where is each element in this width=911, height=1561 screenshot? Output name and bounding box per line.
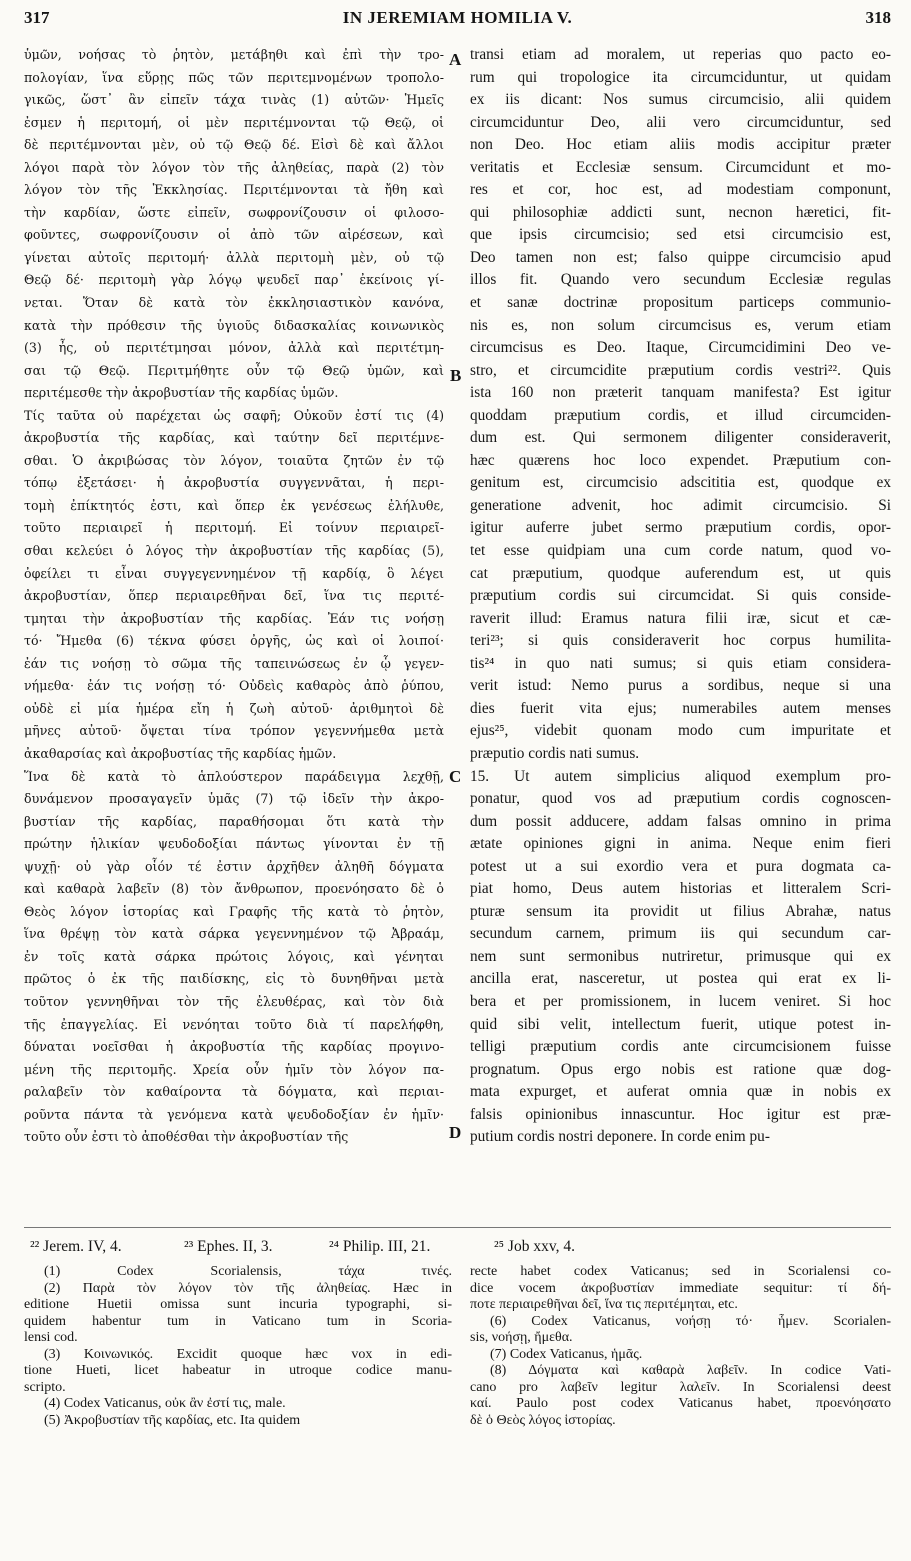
- footnotes-right: [470, 1264, 891, 1429]
- latin-text-line: que ipsis circumcisio; sed etsi circumcisio est,: [470, 226, 891, 244]
- latin-text-line: ejus²⁵, videbit quonam modo cum impuritate et: [470, 722, 891, 740]
- footnote-line: cano pro λαβεῖν legitur λαλεῖν. In Scorialensi deest: [470, 1379, 891, 1395]
- latin-text-line: nem sunt sermonibus nutriretur, primusque qui ex: [470, 947, 891, 965]
- margin-letter-c: C: [449, 767, 462, 786]
- latin-text-line: transi etiam ad moralem, ut reperias quo pacto eo-: [470, 46, 891, 63]
- footnote-line: editione Huetii omissa sunt incuria typographi, si-: [24, 1297, 452, 1312]
- latin-text-line: ætate opiniones gigni in anima. Neque enim fieri: [470, 835, 891, 853]
- footnote-line: dice vocem ἀκροβυστίαν immediate sequitur: τί δή-: [470, 1280, 891, 1296]
- footnote-line: recte habet codex Vaticanus; sed in Scorialensi co-: [470, 1264, 891, 1279]
- latin-text-line: dies fuerit vita ejus; numerabiles autem menses: [470, 699, 891, 717]
- latin-text-line: illos fit. Quando vero secundum Ecclesiæ regulas: [470, 271, 891, 289]
- latin-text-line: præputium cordis sui circumcidat. Si quis conside-: [470, 587, 891, 605]
- footnotes-left: [24, 1264, 452, 1429]
- latin-text-line: circumcisus es Deo. Itaque, Circumcidimini Deo ve-: [470, 339, 891, 357]
- latin-text-line: ex iis dicant: Nos sumus circumcisio, alii quidem: [470, 91, 891, 109]
- latin-text-line: Deo tamen non est; falso quippe circumcisio apud: [470, 248, 891, 266]
- footnote-line: tione Hueti, licet habeatur in utroque codice manu-: [24, 1363, 452, 1378]
- latin-text-line: hæc quærens hoc loco expendet. Præputium con-: [470, 451, 891, 469]
- latin-text-line: res et cor, hoc est, ad modestiam componunt,: [470, 181, 891, 199]
- footnote-line: (7) Codex Vaticanus, ἡμᾶς.: [490, 1346, 643, 1362]
- latin-text-line: piat homo, Deus autem historias et litteralem Scri-: [470, 880, 891, 898]
- greek-text-line: φοῦντες, σωφρονίζουσιν οἱ ἀπὸ τῶν αἱρέσεων, καὶ: [24, 227, 444, 243]
- greek-text-line: σθαι κελεύει ὁ λόγος τὴν ἀκροβυστίαν τῆς καρδίας (5),: [24, 543, 444, 559]
- latin-text-line: falsis opinionibus innascuntur. Hoc igitur est præ-: [470, 1105, 891, 1123]
- latin-text-line: non Deo. Hoc etiam aliis modis accipitur præter: [470, 136, 891, 154]
- latin-text-line: 15. Ut autem simplicius aliquod exemplum pro-: [470, 767, 891, 785]
- greek-text-line: ὀφείλει τι εἶναι συγγεγεννημένον τῇ καρδίᾳ, ὃ λέγει: [24, 565, 444, 581]
- footnote-rule: [24, 1227, 891, 1228]
- greek-text-line: πρῶτος ὁ ἐκ τῆς παιδίσκης, εἰς τὸ δυνηθῆναι μετὰ: [24, 971, 444, 987]
- latin-text-line: raverit illud: Eramus natura filii iræ, sicut et cæ-: [470, 609, 891, 627]
- greek-text-line: (3) ἦς, οὐ περιτέτμησαι μόνον, ἀλλὰ καὶ περιτέτμη-: [24, 340, 444, 356]
- latin-text-line: secundum carnem, primum iis qui secundum car-: [470, 925, 891, 943]
- latin-text-line: prognatum. Opus ergo nobis est ratione quæ dog-: [470, 1060, 891, 1078]
- greek-text-line: τοῦτο οὖν ἐστι τὸ ἀποθέσθαι τὴν ἀκροβυστίαν τῆς: [24, 1129, 349, 1145]
- greek-text-line: ροῦντα πάντα τὰ γενόμενα κατὰ ψευδοδοξίαν ἐν ἡμῖν·: [24, 1106, 444, 1122]
- footnote-line: δὲ ὁ Θεὸς λόγος ἱστορίας.: [470, 1412, 616, 1428]
- running-header: [24, 8, 891, 34]
- greek-text-line: οὐδὲ εἰ μία ἡμέρα εἴη ἡ ζωὴ αὐτοῦ· ἀριθμητοὶ δὲ: [24, 700, 444, 716]
- latin-text-line: circumciduntur Deo, alii vero circumciduntur, sed: [470, 113, 891, 131]
- footnote-line: (5) Ἀκροβυστίαν τῆς καρδίας, etc. Ita quidem: [44, 1412, 301, 1428]
- scripture-ref: ²⁵ Job xxv, 4.: [494, 1238, 575, 1255]
- latin-text-line: nis es, non solum circumcisus es, verum etiam: [470, 316, 891, 334]
- greek-text-line: γικῶς, ὥστ᾽ ἂν εἰπεῖν τάχα τινὰς (1) αὐτῶν· Ἡμεῖς: [24, 92, 444, 108]
- latin-text-line: quoddam præputium cordis, et illud circumciden-: [470, 406, 891, 424]
- latin-text-line: quid sibi velit, intellectum fuerit, utique potest in-: [470, 1015, 891, 1033]
- latin-text-line: mata expurget, et auferat omnia quæ in nobis ex: [470, 1083, 891, 1101]
- greek-text-line: περιτέμεσθε τὴν ἀκροβυστίαν τῆς καρδίας ὑμῶν.: [24, 385, 339, 401]
- latin-text-line: tet esse quidpiam una cum corde natum, quod vo-: [470, 542, 891, 560]
- latin-text-line: qui philosophiæ addicti sunt, necnon hæretici, fit-: [470, 203, 891, 221]
- footnote-line: sis, νοήσῃ, ἤμεθα.: [470, 1330, 573, 1345]
- greek-text-line: δὲ περιτέμνονται μὲν, οὐ τῷ Θεῷ δέ. Εἰσὶ δὲ καὶ ἄλλοι: [24, 137, 444, 153]
- greek-text-line: Θεὸς λόγον ἱστορίας καὶ Γραφῆς τῆς κατὰ τὸ ῥητὸν,: [24, 903, 444, 919]
- latin-text-line: stro, et circumcidite præputium cordis vestri²². Quis: [470, 361, 891, 379]
- footnote-line: (3) Κοινωνικός. Excidit quoque hæc vox in edi-: [44, 1346, 452, 1362]
- latin-text-line: genitum est, circumcisio adscititia est, quodque ex: [470, 474, 891, 492]
- latin-text-line: ista 160 non præterit tanquam manifesta? Est igitur: [470, 384, 891, 402]
- greek-text-line: τῆς ἐπαγγελίας. Εἰ νενόηται τοῦτο διὰ τί παρελήφθη,: [24, 1016, 444, 1032]
- latin-text-line: præputio cordis nati sumus.: [470, 744, 640, 762]
- greek-text-line: γίνεται αὐτοῖς περιτομή· ἀλλὰ περιτομὴ μὲν, οὐ τῷ: [24, 249, 444, 265]
- latin-text-line: bera et per promissionem, in lucem veniret. Si hoc: [470, 992, 891, 1010]
- footnote-line: (6) Codex Vaticanus, νοήσῃ τό· ἦμεν. Scorialen-: [490, 1313, 891, 1329]
- latin-text-line: putium cordis nostri deponere. In corde enim pu-: [470, 1128, 770, 1146]
- latin-text-line: potest ut a sui exordio vera et pura dogmata ca-: [470, 857, 891, 875]
- greek-text-line: πρώτην ἡλικίαν ψευδοδοξίαι πάντως γίνονται ἐν τῇ: [24, 836, 444, 852]
- latin-text-column: [470, 44, 891, 1149]
- greek-text-line: μένη τῆς περιτομῆς. Χρεία οὖν ἡμῖν τὸν λόγον πα-: [24, 1061, 444, 1077]
- latin-text-line: cat præputium, quodque auferendum est, ut quis: [470, 564, 891, 582]
- latin-text-line: dum possit adducere, addam falsas omnino in prima: [470, 812, 891, 830]
- greek-text-line: τὴν καρδίαν, ὥστε εἰπεῖν, σωφρονίζουσιν οἱ φιλοσο-: [24, 204, 444, 220]
- latin-text-line: tis²⁴ in quo nati sumus; si quis etiam considera-: [470, 654, 891, 672]
- footnote-line: quidem habentur tum in Vaticano tum in Scoria-: [24, 1313, 452, 1329]
- greek-text-line: βυστίαν τῆς καρδίας, παραθήσομαι ὅτι κατὰ τὴν: [24, 813, 444, 829]
- latin-text-line: igitur auferre jubet sermo præputium cordis, opor-: [470, 519, 891, 537]
- greek-text-line: τμηται τὴν ἀκροβυστίαν τῆς καρδίας. Ἐάν τις νοήσῃ: [24, 610, 444, 626]
- latin-text-line: verit istud: Nemo purus a sordibus, neque si una: [470, 677, 891, 695]
- greek-text-line: Τίς ταῦτα οὐ παρέχεται ὡς σαφῆ; Οὐκοῦν ἐστί τις (4): [24, 407, 444, 423]
- latin-text-line: dum est. Qui sermonem diligenter consideraverit,: [470, 429, 891, 447]
- footnote-line: (1) Codex Scorialensis, τάχα τινές.: [44, 1264, 452, 1279]
- greek-text-line: σθαι. Ὁ ἀκριβώσας τὸν λόγον, τοιαῦτα ζητῶν ἐν τῷ: [24, 452, 444, 468]
- footnote-line: scripto.: [24, 1379, 66, 1395]
- scripture-ref: ²³ Ephes. II, 3.: [184, 1238, 273, 1255]
- latin-text-line: et sanæ doctrinæ propositum particeps communio-: [470, 294, 891, 312]
- latin-text-line: ponatur, quod vos ad præputium cordis cognoscen-: [470, 790, 891, 808]
- greek-text-line: τόπῳ ἐξετάσει· ἡ ἀκροβυστία συγγεννᾶται, ἡ περι-: [24, 475, 444, 491]
- greek-text-line: σαι τῷ Θεῷ. Περιτμήθητε οὖν τῷ Θεῷ ὑμῶν, καὶ: [24, 362, 444, 378]
- footnote-line: (2) Παρὰ τὸν λόγον τὸν τῆς ἀληθείας. Hæc in: [44, 1280, 452, 1296]
- greek-text-line: ραλαβεῖν τὸν καθαίροντα τὰ δόγματα, καὶ περιαι-: [24, 1084, 444, 1100]
- greek-text-line: ἵνα θρέψῃ τὸν κατὰ σάρκα γεγεννημένον τῷ Ἀβραάμ,: [24, 926, 444, 942]
- greek-text-line: τό· Ἤμεθα (6) τέκνα φύσει ὀργῆς, ὡς καὶ οἱ λοιποί·: [24, 633, 444, 649]
- margin-letter-a: A: [449, 50, 462, 69]
- running-title: IN JEREMIAM HOMILIA V.: [342, 8, 573, 27]
- footnote-line: (8) Δόγματα καὶ καθαρὰ λαβεῖν. In codice Vati-: [490, 1363, 891, 1378]
- greek-text-line: ὑμῶν, νοήσας τὸ ῥητὸν, μετάβηθι καὶ ἐπὶ τὴν τρο-: [24, 47, 444, 62]
- scripture-ref: ²² Jerem. IV, 4.: [30, 1238, 122, 1255]
- greek-text-line: καὶ καθαρὰ λαβεῖν (8) τὸν ἄνθρωπον, προενόησατο δὲ ὁ: [24, 881, 444, 897]
- greek-text-line: λόγον τὸν τῆς Ἐκκλησίας. Περιτέμνονται τὰ ἤθη καὶ: [24, 182, 444, 198]
- greek-text-line: λόγοι παρὰ τὸν λόγον τὸν τῆς ἀληθείας, παρὰ (2) τὸν: [24, 159, 444, 175]
- greek-text-line: δύναται νοεῖσθαι ἡ ἀκροβυστία τῆς καρδίας προγινο-: [24, 1039, 444, 1055]
- footnote-line: ποτε περιαιρεθῆναι δεῖ, ἵνα τις περιτέμηται, etc.: [470, 1297, 738, 1312]
- latin-text-line: rum qui tropologice ita circumciduntur, ut quidam: [470, 68, 891, 86]
- greek-text-line: ψυχῇ· οὐ γὰρ οἷόν τέ ἐστιν ἀρχῆθεν ἀληθῆ δόγματα: [24, 858, 444, 874]
- greek-text-line: τοῦτο περιαιρεῖ ἡ περιτομή. Εἰ τοίνυν περιαιρεῖ-: [24, 520, 444, 536]
- greek-text-line: τομὴ ἐπίκτητός ἐστι, καὶ ὅπερ ἐκ γενέσεως ἐλήλυθε,: [24, 497, 444, 513]
- greek-text-line: ἐν τοῖς κατὰ σάρκα πρώτοις λόγοις, καὶ γένηται: [24, 948, 444, 964]
- greek-text-line: ἀκαθαρσίας καὶ ἀκροβυστίας τῆς καρδίας ἡμῶν.: [24, 745, 337, 761]
- greek-text-line: νεται. Ὅταν δὲ κατὰ τὸν ἐκκλησιαστικὸν κανόνα,: [24, 295, 444, 311]
- latin-text-line: generatione advenit, hoc adimit circumcisio. Si: [470, 496, 891, 514]
- footnote-line: καί. Paulo post codex Vaticanus habet, προενόησατο: [470, 1396, 891, 1411]
- greek-text-line: ἐάν τις νοήσῃ τὸ σῶμα τῆς ταπεινώσεως ἐν ᾧ γεγεν-: [24, 655, 444, 671]
- latin-text-line: teri²³; si quis consideraverit hoc corpus humilita-: [470, 632, 891, 650]
- greek-text-line: μῆνες αὐτοῦ· ὄψεται τίνα τρόπον γεγεννήμεθα μετὰ: [24, 723, 444, 739]
- greek-text-line: πολογίαν, ἵνα εὕρῃς πῶς τῶν περιτεμνομένων τροπολο-: [24, 69, 444, 85]
- greek-text-line: ἀκροβυστίαν, ὅπερ περιαιρεθῆναι δεῖ, ἵνα τις περιτέ-: [24, 588, 444, 604]
- scripture-ref: ²⁴ Philip. III, 21.: [329, 1238, 431, 1255]
- latin-text-line: veritatis et Ecclesiæ sensum. Circumcidunt et mo-: [470, 158, 891, 176]
- right-page-number: 318: [865, 8, 891, 27]
- greek-text-line: ἀκροβυστία τῆς καρδίας, καὶ ταύτην δεῖ περιτέμνε-: [24, 430, 444, 446]
- greek-text-line: Ἵνα δὲ κατὰ τὸ ἁπλούστερον παράδειγμα λεχθῇ,: [24, 768, 444, 784]
- greek-text-line: κατὰ τὴν πρόθεσιν τῆς ὑγιοῦς διδασκαλίας κοινωνικὸς: [24, 317, 444, 333]
- greek-text-line: δυνάμενον προσαγαγεῖν ὑμᾶς (7) τῷ ἰδεῖν τὴν ἀκρο-: [24, 791, 444, 807]
- greek-text-column: [24, 44, 444, 1149]
- greek-text-line: ἐσμεν ἡ περιτομή, οἱ μὲν περιτέμνονται τῷ Θεῷ, οἱ: [24, 114, 444, 130]
- footnote-line: (4) Codex Vaticanus, οὐκ ἂν ἐστί τις, male.: [44, 1396, 286, 1411]
- latin-text-line: ancilla erat, nasceretur, ut postea qui erat ex li-: [470, 970, 891, 988]
- greek-text-line: τοῦτον γεννηθῆναι τὸν τῆς ἐλευθέρας, καὶ τὸν διὰ: [24, 993, 444, 1009]
- latin-text-line: telligi præputium cordis ante circumcisionem fuisse: [470, 1038, 891, 1056]
- greek-text-line: νήμεθα· ἐάν τις νοήσῃ τό· Οὐδεὶς καθαρὸς ἀπὸ ῥύπου,: [24, 678, 444, 694]
- margin-letter-b: B: [450, 366, 462, 385]
- greek-text-line: Θεῷ δέ· περιτομὴ γὰρ λόγῳ ψευδεῖ παρ᾽ ἐκείνοις γί-: [24, 272, 444, 288]
- margin-letter-d: D: [449, 1123, 462, 1142]
- latin-text-line: pturæ sensum ita providit ut filius Abrahæ, natus: [470, 902, 891, 920]
- footnote-line: lensi cod.: [24, 1330, 78, 1345]
- left-page-number: 317: [24, 8, 50, 27]
